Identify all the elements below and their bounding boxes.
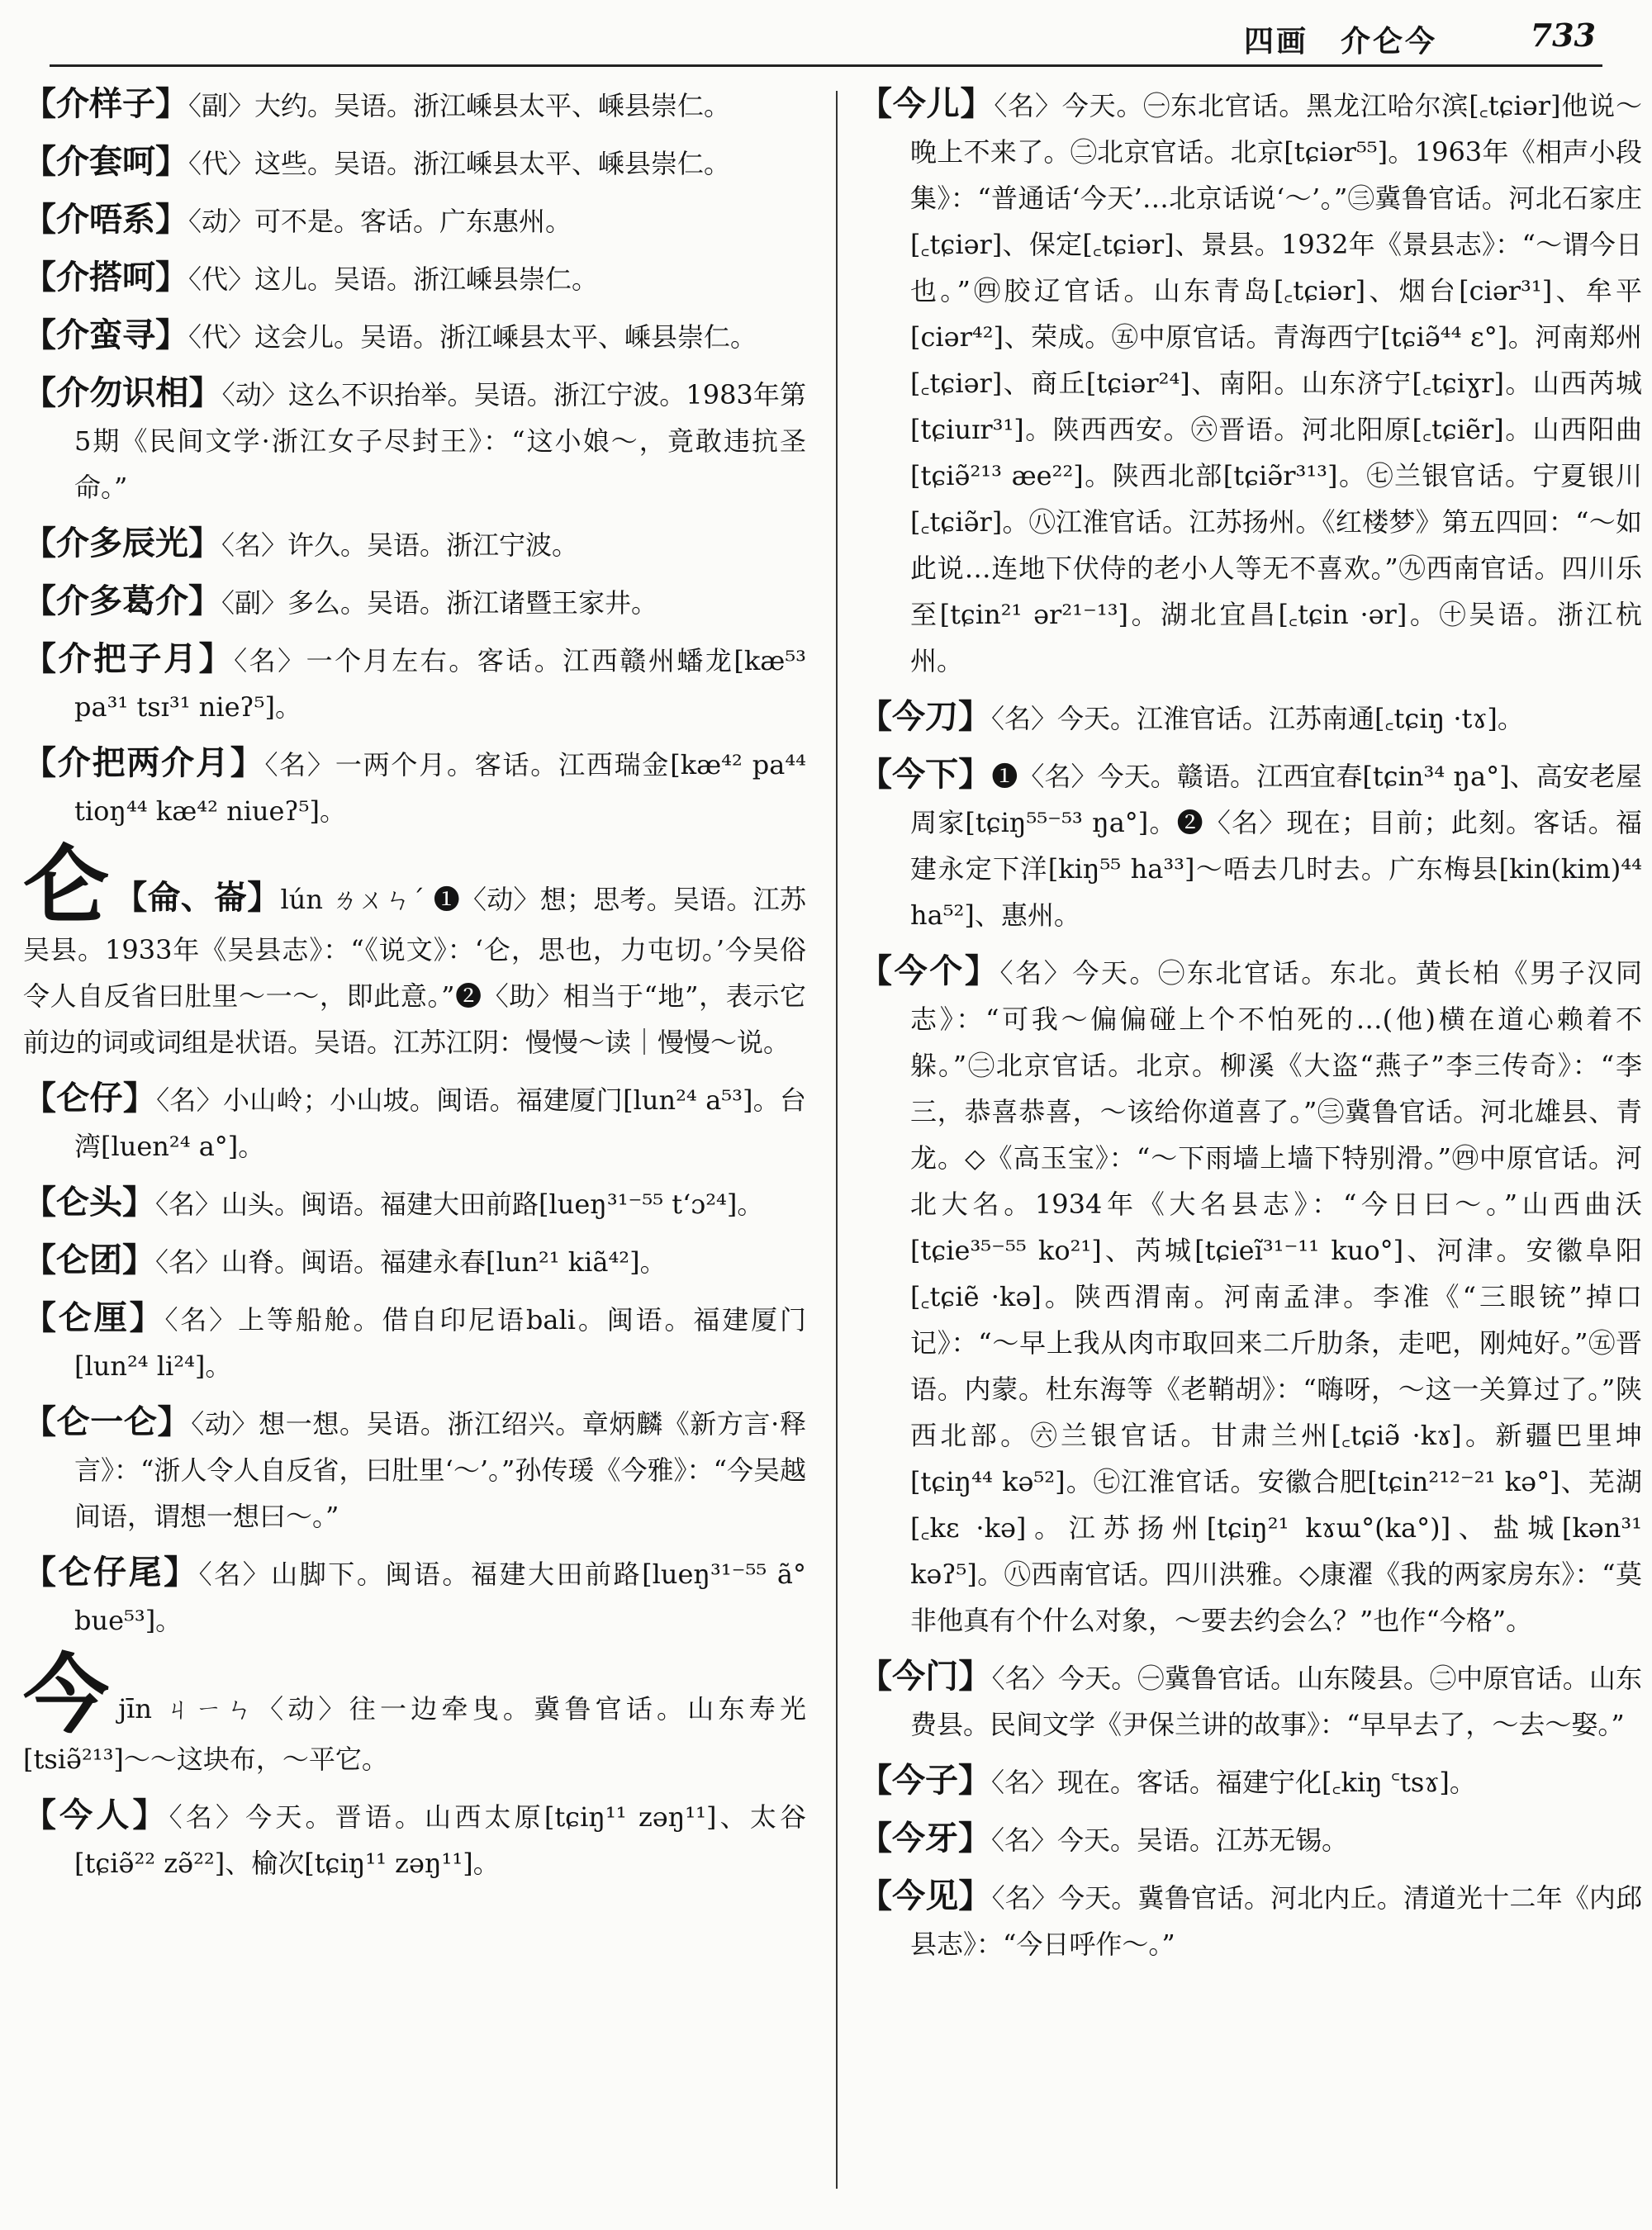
- entry-headword: 【今个】: [859, 951, 1000, 990]
- left-column: [23, 81, 806, 2212]
- entry-definition: ❶〈名〉今天。赣语。江西宜春[tɕin³⁴ ŋa°]、高安老屋周家[tɕiŋ⁵⁵⁻⁵³ ŋa°]。❷〈名〉现在；目前；此刻。客话。福建永定下洋[kiŋ⁵⁵ ha³³]～唔去几时去。广东梅县[kin(kim)⁴⁴ ha⁵²]、惠州。: [910, 761, 1642, 931]
- entry-headword: 【今下】: [859, 755, 992, 794]
- head-character: 今: [23, 1644, 114, 1745]
- dictionary-entry: [23, 139, 806, 187]
- right-column: [859, 81, 1642, 2212]
- entry-definition: 〈代〉这儿。吴语。浙江嵊县崇仁。: [188, 263, 599, 295]
- entry-definition: 〈名〉一两个月。客话。江西瑞金[kæ⁴² pa⁴⁴ tioŋ⁴⁴ kæ⁴² niueʔ⁵]。: [74, 749, 806, 827]
- entry-definition: 〈动〉可不是。客话。广东惠州。: [188, 206, 572, 237]
- entry-headword: 【仑头】: [23, 1183, 155, 1222]
- section-title: 四画 介仑今: [1243, 24, 1437, 59]
- dictionary-entry: [23, 1399, 806, 1540]
- entry-headword: 【侖、崙】: [114, 878, 281, 917]
- entry-headword: 【介样子】: [23, 84, 188, 123]
- entry-definition: 〈名〉山脊。闽语。福建永春[lun²¹ kiã⁴²]。: [155, 1246, 667, 1278]
- entry-definition: 〈副〉多么。吴语。浙江诸暨王家井。: [221, 587, 658, 619]
- dictionary-entry: [859, 1758, 1642, 1805]
- entry-headword: 【仑厘】: [23, 1298, 165, 1337]
- entry-headword: 【今人】: [23, 1796, 169, 1834]
- entry-headword: 【介多辰光】: [23, 524, 221, 562]
- entry-definition: 〈名〉一个月左右。客话。江西赣州蟠龙[kæ⁵³ pa³¹ tsɪ³¹ nieʔ⁵]。: [74, 645, 806, 723]
- dictionary-entry: [23, 254, 806, 302]
- page-number: 733: [1530, 17, 1596, 54]
- dictionary-entry: [23, 312, 806, 360]
- dictionary-entry: [23, 1549, 806, 1644]
- entry-definition: 〈代〉这些。吴语。浙江嵊县太平、嵊县崇仁。: [188, 148, 731, 179]
- entry-definition: 〈动〉这么不识抬举。吴语。浙江宁波。1983年第5期《民间文学·浙江女子尽封王》：“这小娘～，竟敢违抗圣命。”: [74, 379, 806, 503]
- dictionary-entry: [23, 1792, 806, 1886]
- entry-headword: 【今牙】: [859, 1819, 991, 1858]
- entry-definition: lún ㄌㄨㄣˊ ❶〈动〉想；思考。吴语。江苏吴县。1933年《吴县志》：“《说文》：‘仑，思也，力屯切。’今吴俗令人自反省曰肚里～一～，即此意。”❷〈助〉相当于“地”，表示它前边的词或词组是状语。吴语。江苏江阴：慢慢～读｜慢慢～说。: [23, 884, 806, 1058]
- entry-headword: 【仑仔】: [23, 1079, 157, 1117]
- dictionary-entry: [859, 948, 1642, 1644]
- entry-definition: 〈名〉今天。江淮官话。江苏南通[꜀tɕiŋ ·tɤ]。: [991, 703, 1524, 734]
- dictionary-entry: [859, 81, 1642, 684]
- dictionary-entry: [23, 1179, 806, 1227]
- entry-headword: 【仑一仑】: [23, 1402, 192, 1441]
- dictionary-entry: [859, 694, 1642, 742]
- head-character-entry: [23, 1644, 806, 1782]
- head-character: 仑: [23, 834, 110, 936]
- dictionary-entry: [23, 1295, 806, 1389]
- entry-headword: 【介唔系】: [23, 200, 188, 239]
- entry-definition: jīn ㄐㄧㄣ〈动〉往一边牵曳。冀鲁官话。山东寿光[tsiə̃²¹³]～～这块布，～平它。: [23, 1693, 806, 1775]
- dictionary-entry: [23, 197, 806, 244]
- entry-headword: 【介多葛介】: [23, 581, 221, 620]
- entry-definition: 〈名〉现在。客话。福建宁化[꜀kiŋ ꜂tsɤ]。: [991, 1767, 1476, 1798]
- dictionary-entry: [859, 1815, 1642, 1863]
- entry-headword: 【介蛮寻】: [23, 316, 188, 354]
- dictionary-entry: [23, 636, 806, 730]
- entry-headword: 【今儿】: [859, 84, 995, 123]
- entry-definition: 〈副〉大约。吴语。浙江嵊县太平、嵊县崇仁。: [188, 90, 731, 121]
- head-character-entry: [23, 834, 806, 1065]
- entry-definition: 〈名〉今天。冀鲁官话。河北内丘。清道光十二年《内邱县志》：“今日呼作～。”: [910, 1882, 1642, 1960]
- entry-definition: 〈动〉想一想。吴语。浙江绍兴。章炳麟《新方言·释言》：“浙人令人自反省，曰肚里‘～’。”孙传瑗《今雅》：“今吴越间语，谓想一想曰～。”: [74, 1408, 806, 1532]
- dictionary-entry: [23, 578, 806, 626]
- entry-definition: 〈名〉今天。㊀东北官话。东北。黄长柏《男子汉同志》：“可我～偏偏碰上个不怕死的…(他)横在道心赖着不躲。”㊁北京官话。北京。柳溪《大盗“燕子”李三传奇》：“李三，恭喜恭喜，～该给你道喜了。”㊂冀鲁官话。河北雄县、青龙。◇《高玉宝》：“～下雨墙上墙下特别滑。”㊃中原官话。河北大名。1934年《大名县志》：“今日曰～。”山西曲沃[tɕie³⁵⁻⁵⁵ ko²¹]、芮城[tɕieĩ³¹⁻¹¹ kuo°]、河津。安徽阜阳[꜀tɕiẽ ·kə]。陕西渭南。河南孟津。李准《“三眼铳”掉口记》：“～早上我从肉市取回来二斤肋条，走吧，刚炖好。”㊄晋语。内蒙。杜东海等《老鞘胡》：“嗨呀，～这一关算过了。”陕西北部。㊅兰银官话。甘肃兰州[꜀tɕiə̃ ·kɤ]。新疆巴里坤[tɕiŋ⁴⁴ kə⁵²]。㊆江淮官话。安徽合肥[tɕin²¹²⁻²¹ kə°]、芜湖[꜀kɛ ·kə]。江苏扬州[tɕiŋ²¹ kɤɯ°(ka°)]、盐城[kən³¹ kəʔ⁵]。㊇西南官话。四川洪雅。◇康濯《我的两家房东》：“莫非他真有个什么对象，～要去约会么？”也作“今格”。: [910, 957, 1642, 1636]
- entry-headword: 【今门】: [859, 1657, 992, 1696]
- dictionary-entry: [859, 752, 1642, 938]
- entry-headword: 【介勿识相】: [23, 373, 222, 412]
- entry-definition: 〈名〉今天。晋语。山西太原[tɕiŋ¹¹ zəŋ¹¹]、太谷[tɕiə̃²² zə̃²²]、榆次[tɕiŋ¹¹ zəŋ¹¹]。: [74, 1801, 806, 1879]
- entry-headword: 【介套呵】: [23, 142, 188, 181]
- dictionary-entry: [859, 1654, 1642, 1748]
- entry-definition: 〈名〉上等船舱。借自印尼语bali。闽语。福建厦门[lun²⁴ li²⁴]。: [74, 1304, 806, 1382]
- dictionary-entry: [23, 81, 806, 129]
- entry-headword: 【仑团】: [23, 1241, 155, 1279]
- entry-headword: 【今子】: [859, 1761, 991, 1800]
- dictionary-entry: [859, 1873, 1642, 1967]
- entry-headword: 【仑仔尾】: [23, 1553, 199, 1592]
- dictionary-entry: [23, 1075, 806, 1170]
- entry-definition: 〈名〉山脚下。闽语。福建大田前路[lueŋ³¹⁻⁵⁵ ã° bue⁵³]。: [74, 1559, 806, 1636]
- entry-headword: 【介把子月】: [23, 639, 235, 678]
- entry-headword: 【今见】: [859, 1877, 992, 1915]
- dictionary-entry: [23, 520, 806, 568]
- dictionary-entry: [23, 370, 806, 510]
- dictionary-entry: [23, 1237, 806, 1285]
- page-header: [50, 12, 1602, 67]
- entry-definition: 〈名〉山头。闽语。福建大田前路[lueŋ³¹⁻⁵⁵ tʻɔ²⁴]。: [155, 1189, 764, 1220]
- entry-definition: 〈代〉这会儿。吴语。浙江嵊县太平、嵊县崇仁。: [188, 321, 757, 353]
- entry-headword: 【介搭呵】: [23, 258, 188, 297]
- entry-definition: 〈名〉今天。吴语。江苏无锡。: [991, 1824, 1349, 1856]
- dictionary-entry: [23, 740, 806, 834]
- entry-headword: 【介把两介月】: [23, 743, 265, 782]
- column-divider: [836, 91, 838, 2189]
- entry-definition: 〈名〉许久。吴语。浙江宁波。: [221, 529, 579, 561]
- entry-headword: 【今刀】: [859, 697, 991, 736]
- entry-definition: 〈名〉今天。㊀东北官话。黑龙江哈尔滨[꜀tɕiər]他说～晚上不来了。㊁北京官话。北京[tɕiər⁵⁵]。1963年《相声小段集》：“普通话‘今天’…北京话说‘～’。”㊂冀鲁官话。河北石家庄[꜀tɕiər]、保定[꜀tɕiər]、景县。1932年《景县志》：“～谓今日也。”㊃胶辽官话。山东青岛[꜀tɕiər]、烟台[ciər³¹]、牟平[ciər⁴²]、荣成。㊄中原官话。青海西宁[tɕiə̃⁴⁴ ɛ°]。河南郑州[꜀tɕiər]、商丘[tɕiər²⁴]、南阳。山东济宁[꜀tɕiɣr]。山西芮城[tɕiuɪr³¹]。陕西西安。㊅晋语。河北阳原[꜀tɕiẽr]。山西阳曲[tɕiə̃²¹³ æe²²]。陕西北部[tɕiə̃r³¹³]。㊆兰银官话。宁夏银川[꜀tɕiə̃r]。㊇江淮官话。江苏扬州。《红楼梦》第五四回：“～如此说…连地下伏侍的老小人等无不喜欢。”㊈西南官话。四川乐至[tɕin²¹ ər²¹⁻¹³]。湖北宜昌[꜀tɕin ·ər]。㊉吴语。浙江杭州。: [910, 90, 1642, 676]
- entry-definition: 〈名〉今天。㊀冀鲁官话。山东陵县。㊁中原官话。山东费县。民间文学《尹保兰讲的故事》：“早早去了，～去～娶。”: [910, 1663, 1642, 1740]
- entry-definition: 〈名〉小山岭；小山坡。闽语。福建厦门[lun²⁴ a⁵³]。台湾[luen²⁴ a°]。: [74, 1084, 806, 1162]
